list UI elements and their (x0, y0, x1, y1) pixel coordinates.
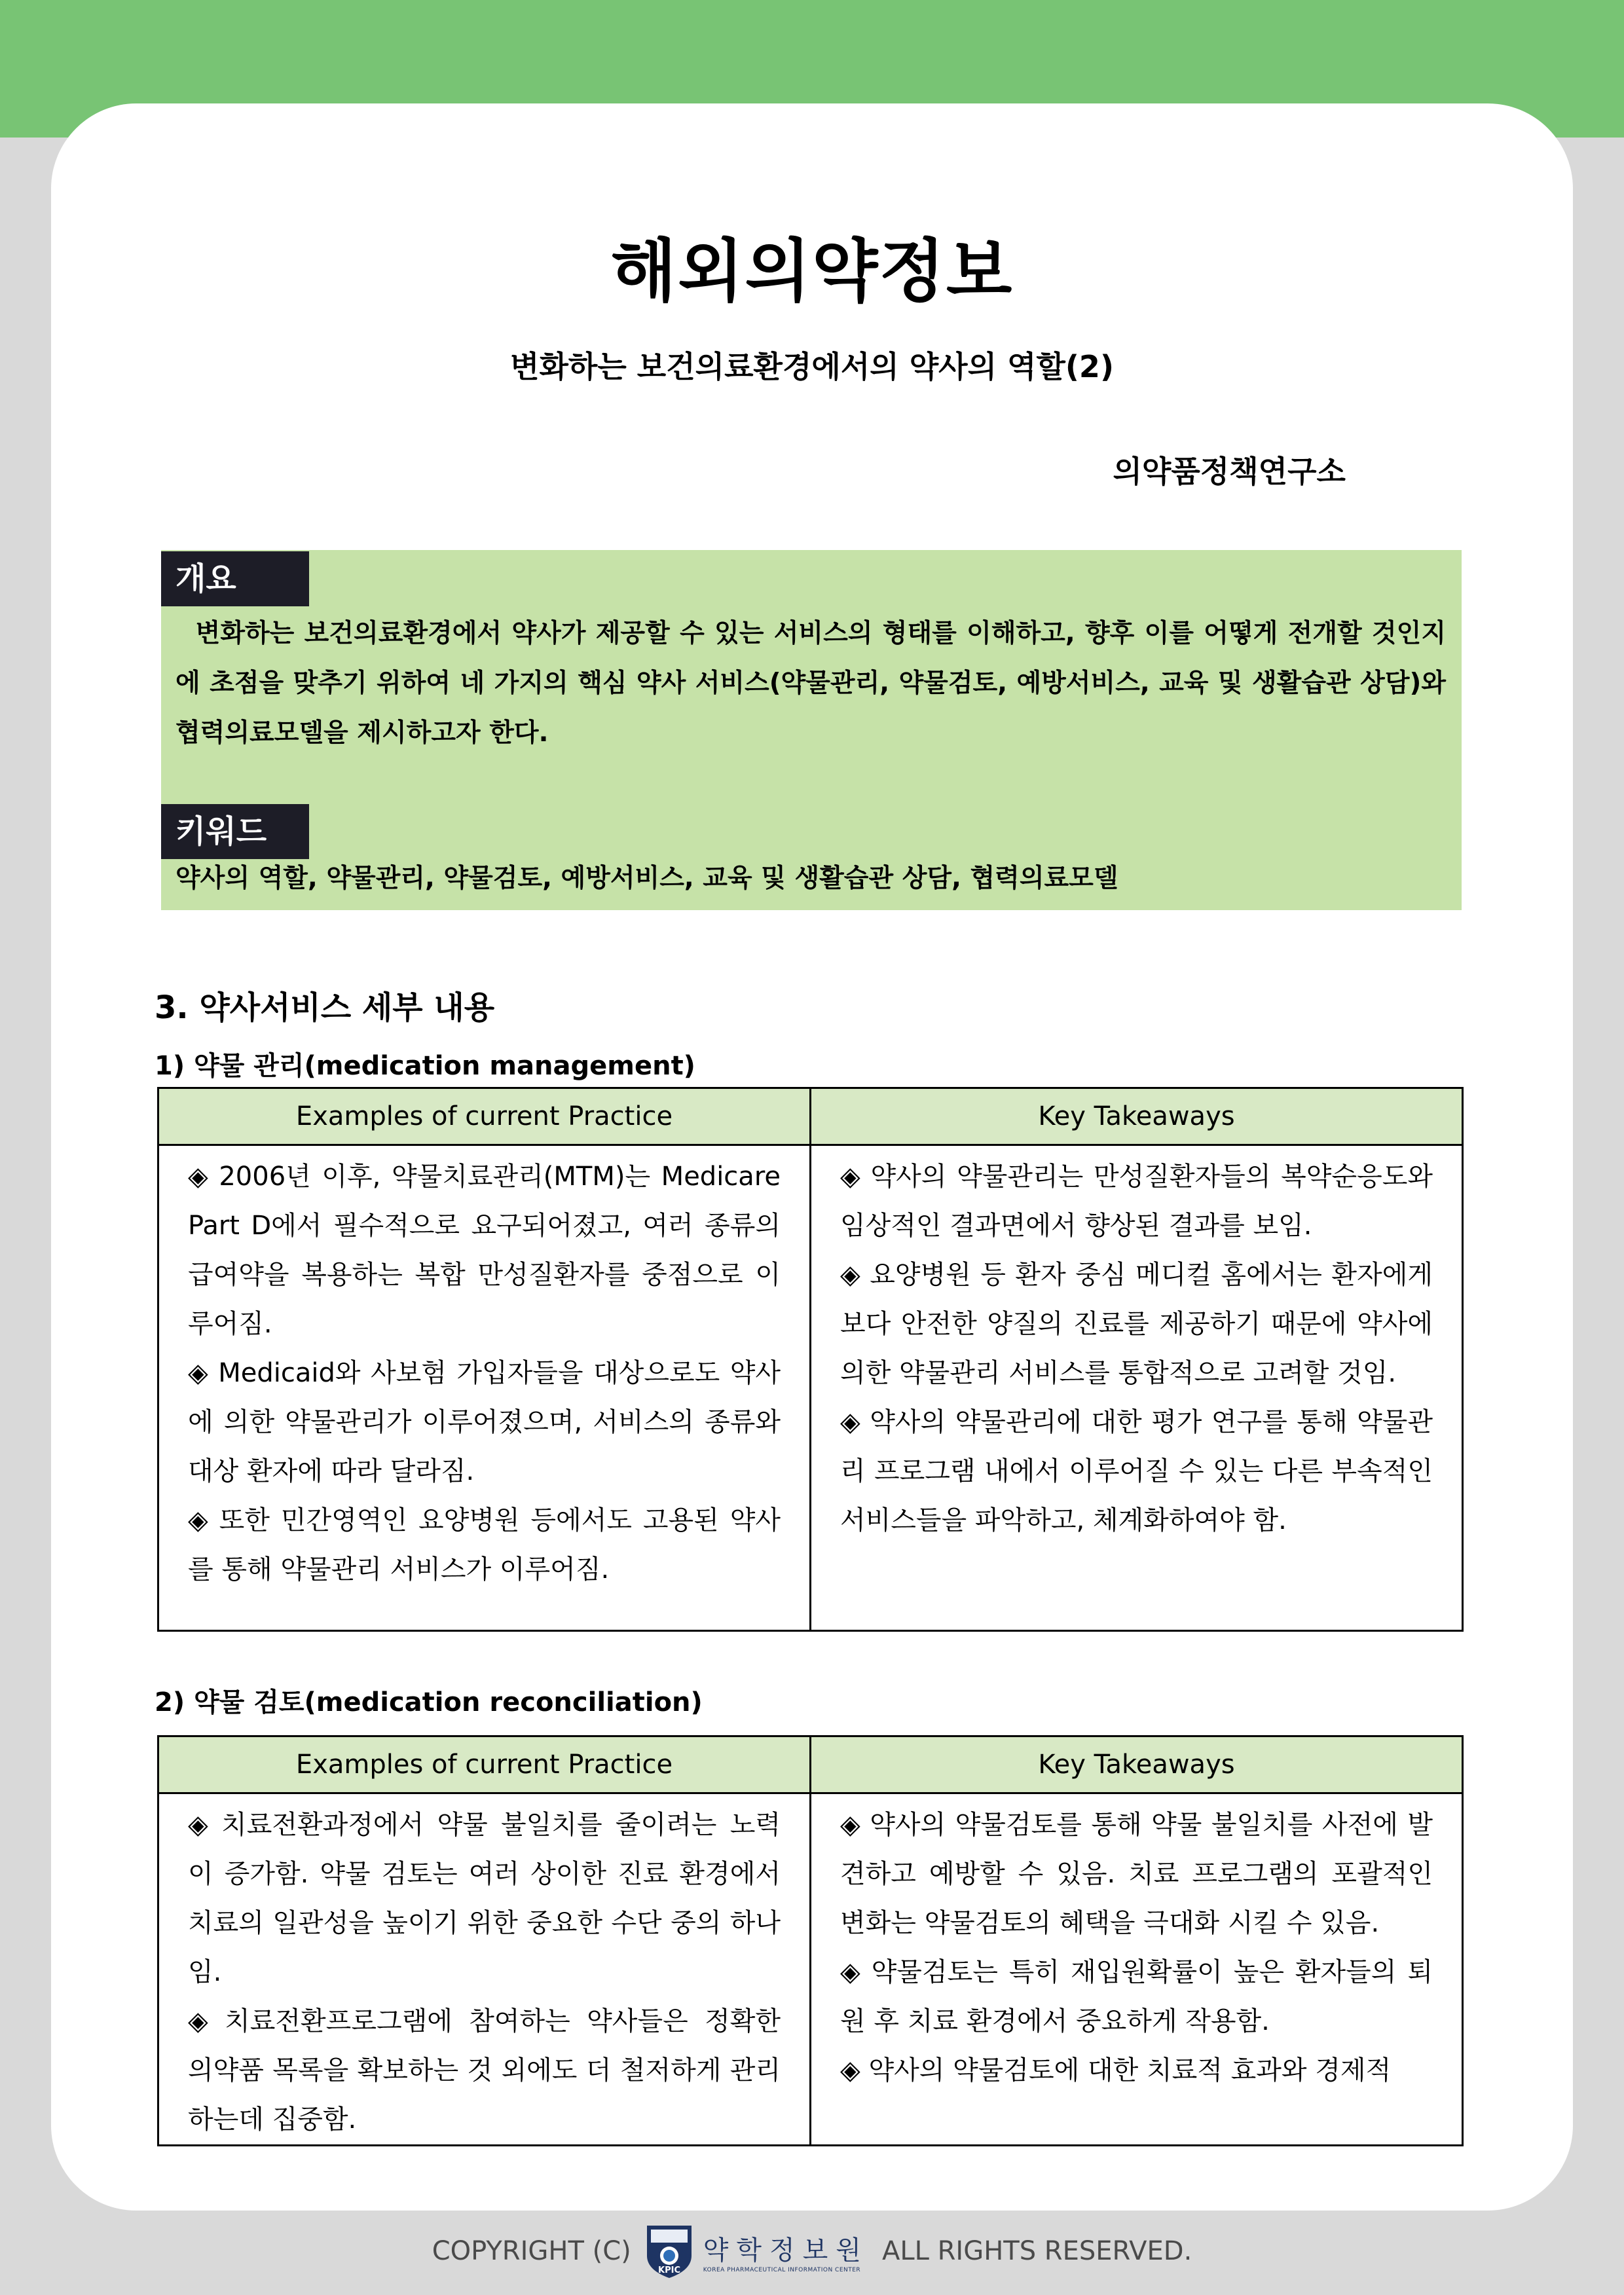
table-1-header-left: Examples of current Practice (158, 1088, 811, 1145)
keywords-label: 키워드 (161, 804, 309, 859)
kpic-shield-icon (644, 2223, 694, 2279)
kpic-logo (644, 2223, 869, 2279)
organization-name: 의약품정책연구소 (1113, 454, 1346, 489)
table-1-left-item: ◈ 또한 민간영역인 요양병원 등에서도 고용된 약사를 통해 약물관리 서비스가 이루어짐. (188, 1505, 781, 1585)
table-2-header-left: Examples of current Practice (158, 1736, 811, 1793)
logo-badge-text: KPIC (657, 2266, 680, 2275)
table-1-left-item: ◈ 2006년 이후, 약물치료관리(MTM)는 Medicare Part D에서 필수적으로 요구되어졌고, 여러 종류의 급여약을 복용하는 복합 만성질환자를 중점으로 이루어짐. (188, 1162, 781, 1339)
keywords-text: 약사의 역할, 약물관리, 약물검토, 예방서비스, 교육 및 생활습관 상담, 협력의료모델 (175, 864, 1118, 893)
rights-text: ALL RIGHTS RESERVED. (881, 2236, 1192, 2266)
medication-management-table (157, 1087, 1464, 1632)
section-title: 3. 약사서비스 세부 내용 (155, 989, 495, 1026)
table-2-right-item: ◈ 약사의 약물검토를 통해 약물 불일치를 사전에 발견하고 예방할 수 있음. 치료 프로그램의 포괄적인 변화는 약물검토의 혜택을 극대화 시킬 수 있음. (840, 1810, 1433, 1938)
table-2-right-cell (811, 1793, 1463, 2146)
table-1-heading: 1) 약물 관리(medication management) (155, 1051, 695, 1081)
table-1-left-cell (158, 1145, 811, 1631)
summary-box (161, 550, 1462, 910)
table-1-right-item: ◈ 약사의 약물관리는 만성질환자들의 복약순응도와 임상적인 결과면에서 향상된 결과를 보임. (840, 1162, 1433, 1241)
overview-label: 개요 (161, 551, 309, 606)
table-2-right-item: ◈ 약물검토는 특히 재입원확률이 높은 환자들의 퇴원 후 치료 환경에서 중요하게 작용함. (840, 1957, 1433, 2036)
table-2-left-cell (158, 1793, 811, 2146)
copyright-text: COPYRIGHT (C) (432, 2236, 631, 2266)
table-2-left-item: ◈ 치료전환과정에서 약물 불일치를 줄이려는 노력이 증가함. 약물 검토는 여러 상이한 진료 환경에서 치료의 일관성을 높이기 위한 중요한 수단 중의 하나임. (188, 1810, 781, 1987)
page-title: 해외의약정보 (610, 231, 1014, 311)
table-1-right-cell (811, 1145, 1463, 1631)
footer (0, 2225, 1624, 2277)
table-1-header-right: Key Takeaways (811, 1088, 1463, 1145)
overview-text: 변화하는 보건의료환경에서 약사가 제공할 수 있는 서비스의 형태를 이해하고, 향후 이를 어떻게 전개할 것인지에 초점을 맞추기 위하여 네 가지의 핵심 약사 서비스(약물관리, 약물검토, 예방서비스, 교육 및 생활습관 상담)와 협력의료모델을 제시하고자 한다. (175, 619, 1447, 748)
table-1-right-item: ◈ 요양병원 등 환자 중심 메디컬 홈에서는 환자에게 보다 안전한 양질의 진료를 제공하기 때문에 약사에 의한 약물관리 서비스를 통합적으로 고려할 것임. (840, 1260, 1433, 1388)
table-1-left-item: ◈ Medicaid와 사보험 가입자들을 대상으로도 약사에 의한 약물관리가 이루어졌으며, 서비스의 종류와 대상 환자에 따라 달라짐. (188, 1358, 781, 1486)
logo-name: 약학정보원 (703, 2235, 869, 2266)
medication-reconciliation-table (157, 1735, 1464, 2146)
page-subtitle: 변화하는 보건의료환경에서의 약사의 역할(2) (510, 349, 1114, 384)
table-2-right-item: ◈ 약사의 약물검토에 대한 치료적 효과와 경제적 (840, 2055, 1392, 2085)
logo-english-name: KOREA PHARMACEUTICAL INFORMATION CENTER (703, 2266, 861, 2273)
table-2-header-right: Key Takeaways (811, 1736, 1463, 1793)
table-2-left-item: ◈ 치료전환프로그램에 참여하는 약사들은 정확한 의약품 목록을 확보하는 것 외에도 더 철저하게 관리하는데 집중함. (188, 2006, 781, 2135)
table-2-heading: 2) 약물 검토(medication reconciliation) (155, 1687, 703, 1717)
table-1-right-item: ◈ 약사의 약물관리에 대한 평가 연구를 통해 약물관리 프로그램 내에서 이루어질 수 있는 다른 부속적인 서비스들을 파악하고, 체계화하여야 함. (840, 1407, 1433, 1535)
